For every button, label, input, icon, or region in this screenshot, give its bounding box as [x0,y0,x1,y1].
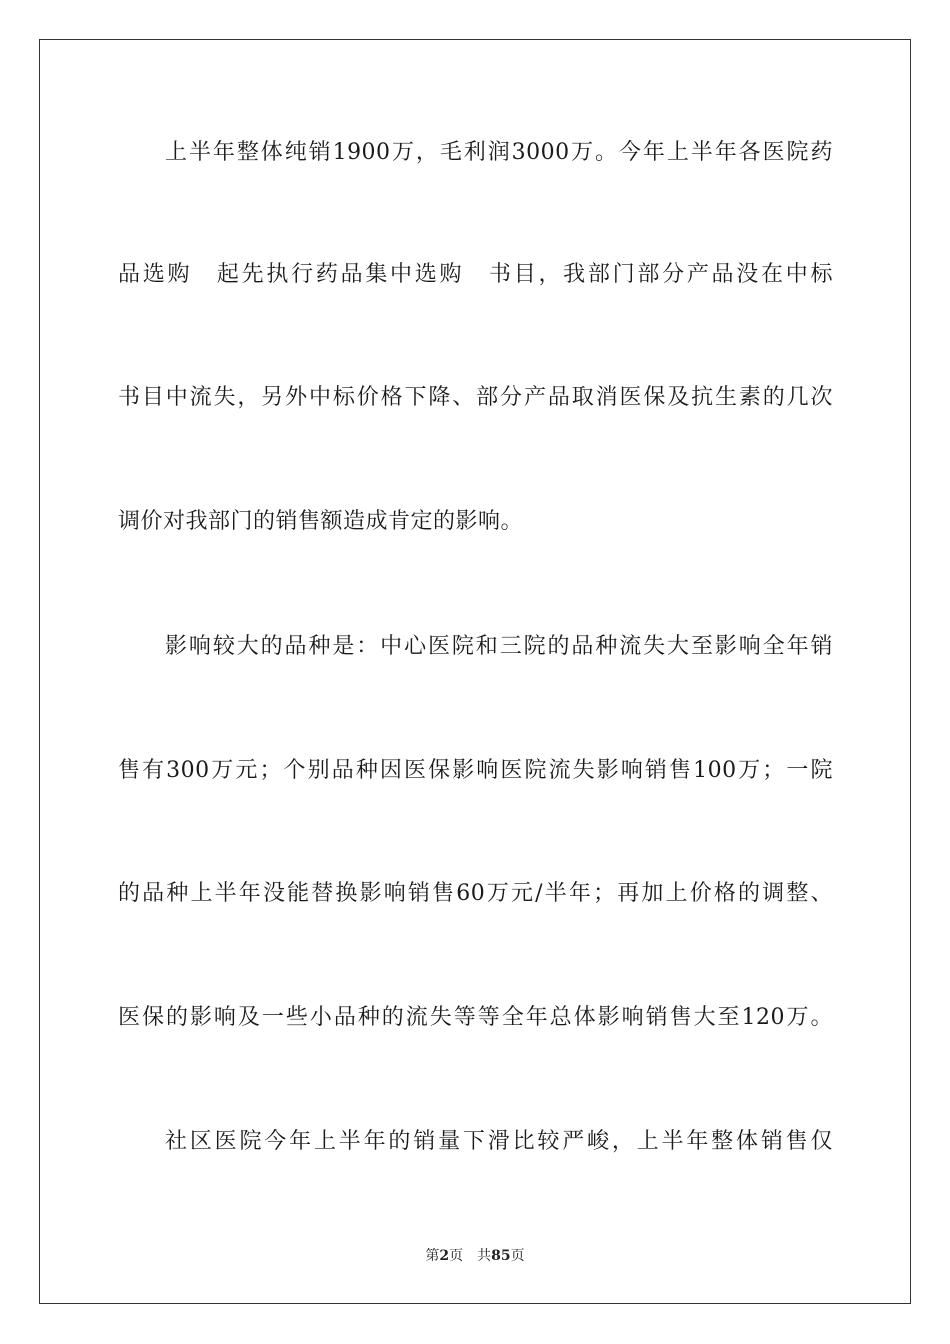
footer-prefix: 第 [425,1248,440,1264]
paragraph-1-line-1: 上半年整体纯销1900万，毛利润3000万。今年上半年各医院药 [165,140,833,165]
paragraph-2-line-1: 影响较大的品种是：中心医院和三院的品种流失大至影响全年销 [165,634,833,659]
footer-page-suffix: 页 [449,1248,464,1264]
paragraph-1-line-3: 书目中流失，另外中标价格下降、部分产品取消医保及抗生素的几次 [118,385,833,410]
paragraph-2-line-4: 医保的影响及一些小品种的流失等等全年总体影响销售大至120万。 [118,1005,833,1030]
page-border [39,39,911,1304]
paragraph-3-line-1: 社区医院今年上半年的销量下滑比较严峻，上半年整体销售仅 [165,1129,833,1154]
footer-page-number: 2 [439,1248,450,1264]
footer-total-suffix: 页 [510,1248,525,1264]
paragraph-2-line-3: 的品种上半年没能替换影响销售60万元/半年；再加上价格的调整、 [118,881,833,906]
footer-total-prefix: 共 [477,1248,492,1264]
paragraph-1-line-2: 品选购 起先执行药品集中选购 书目，我部门部分产品没在中标 [118,262,833,287]
paragraph-1-line-4: 调价对我部门的销售额造成肯定的影响。 [118,509,524,534]
page-footer [0,1247,950,1265]
footer-total-pages: 85 [491,1248,511,1264]
paragraph-2-line-2: 售有300万元；个别品种因医保影响医院流失影响销售100万；一院 [118,758,833,783]
